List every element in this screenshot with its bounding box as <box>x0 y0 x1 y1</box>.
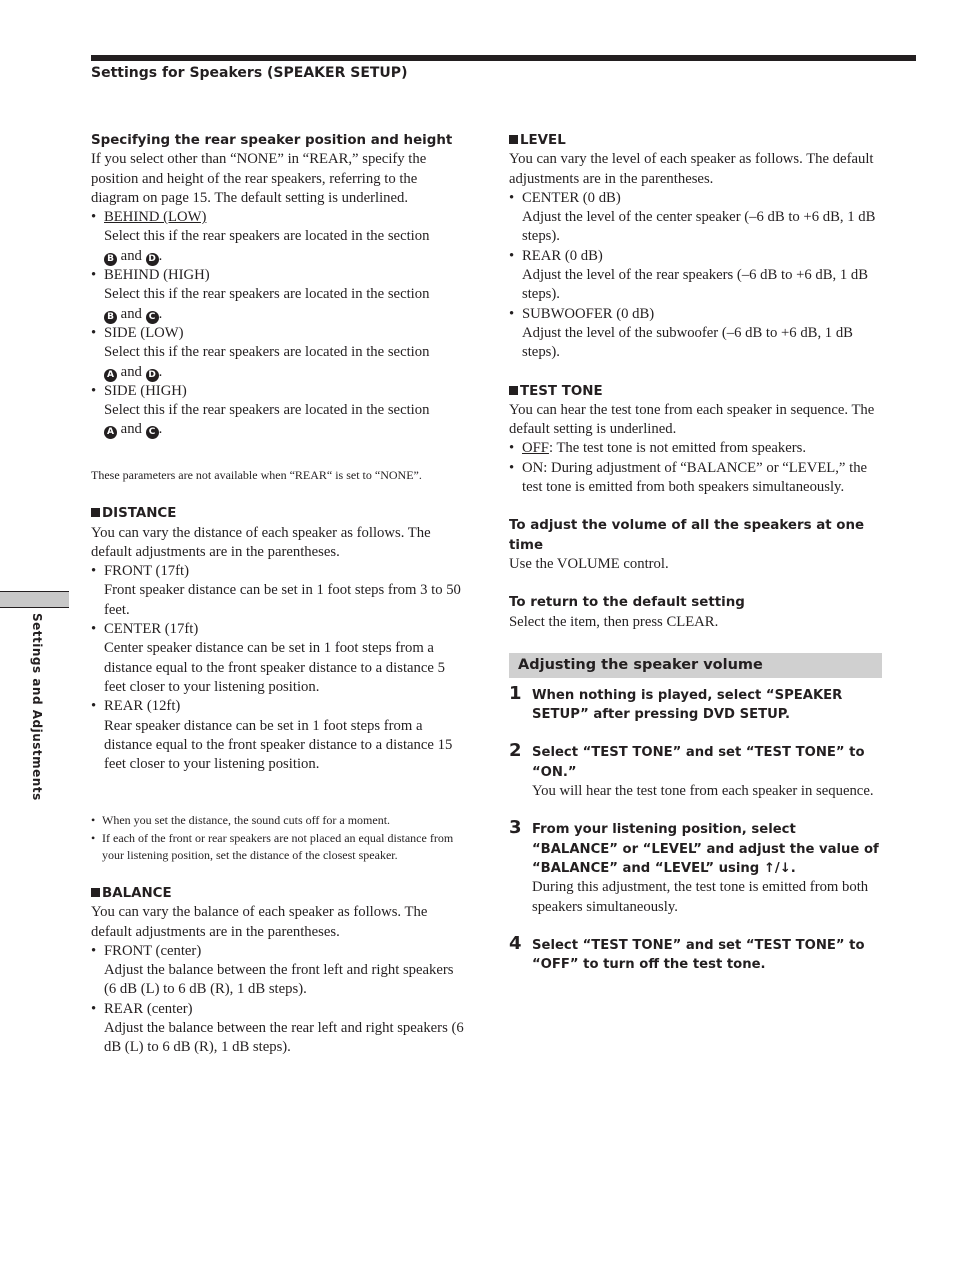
step <box>509 682 882 725</box>
balance-heading: BALANCE <box>91 884 469 903</box>
side-tab <box>0 591 69 608</box>
balance-item-label: • REAR (center) <box>91 1000 469 1019</box>
distance-note: • When you set the distance, the sound cuts off for a moment. <box>91 812 469 830</box>
step-number: 1 <box>509 682 522 704</box>
default-text: Select the item, then press CLEAR. <box>509 613 719 630</box>
step-title: Select “TEST TONE” and set “TEST TONE” to “ON.” <box>532 745 865 780</box>
step <box>509 932 882 975</box>
section-a-marker: A <box>104 426 117 439</box>
rear-option-label: SIDE (LOW) <box>104 324 184 341</box>
distance-item-label: • FRONT (17ft) <box>91 562 469 581</box>
level-item-label: • CENTER (0 dB) <box>509 189 882 208</box>
rear-option <box>91 324 469 343</box>
balance-item-label: • FRONT (center) <box>91 942 469 961</box>
level-item-label: • SUBWOOFER (0 dB) <box>509 305 882 324</box>
page-section-title: Settings for Speakers (SPEAKER SETUP) <box>91 65 408 81</box>
volume-heading: To adjust the volume of all the speakers at one time <box>509 518 865 553</box>
distance-item-desc: Rear speaker distance can be set in 1 foot steps from a distance equal to the front speaker distance to a distance 15 feet closer to your listening position. <box>104 717 453 773</box>
distance-item-label: • CENTER (17ft) <box>91 620 469 639</box>
level-item-desc: Adjust the level of the subwoofer (–6 dB to +6 dB, 1 dB steps). <box>522 324 853 361</box>
rear-option-label: BEHIND (HIGH) <box>104 267 210 284</box>
distance-intro: You can vary the distance of each speaker as follows. The default adjustments are in the parentheses. <box>91 524 431 560</box>
distance-item-desc: Center speaker distance can be set in 1 foot steps from a distance equal to the front speaker distance to a distance 5 feet closer to your listening position. <box>104 640 445 695</box>
rear-note: These parameters are not available when “REAR“ is set to “NONE”. <box>91 467 422 482</box>
section-d-marker: D <box>146 369 159 382</box>
square-bullet-icon <box>91 508 100 517</box>
section-b-marker: B <box>104 311 117 324</box>
rear-option-label: BEHIND (LOW) <box>104 209 207 226</box>
distance-heading: DISTANCE <box>91 504 469 523</box>
rear-option-desc: Select this if the rear speakers are located in the section A and D . <box>104 344 430 380</box>
left-column <box>91 131 469 1058</box>
section-c-marker: C <box>146 311 159 324</box>
step-number: 2 <box>509 740 522 762</box>
header-rule <box>91 55 916 61</box>
right-column <box>509 131 882 974</box>
distance-note: • If each of the front or rear speakers are not placed an equal distance from your listening position, set the distance of the closest speaker. <box>91 830 469 865</box>
test-tone-intro: You can hear the test tone from each speaker in sequence. The default setting is underlined. <box>509 401 875 438</box>
test-tone-on-item: • ON: During adjustment of “BALANCE” or “LEVEL,” the test tone is emitted from both speakers simultaneously. <box>509 459 882 498</box>
section-c-marker: C <box>146 426 159 439</box>
rear-option-desc: Select this if the rear speakers are located in the section B and D . <box>104 228 430 264</box>
test-tone-off-item: • OFF: The test tone is not emitted from speakers. <box>509 439 882 458</box>
rear-option-label: SIDE (HIGH) <box>104 382 187 399</box>
rear-option <box>91 382 469 401</box>
step-title: From your listening position, select “BALANCE” or “LEVEL” and adjust the value of “BALANCE” and “LEVEL” using ↑/↓. <box>532 822 879 876</box>
step <box>509 817 882 916</box>
step <box>509 740 882 801</box>
rear-option <box>91 208 469 227</box>
square-bullet-icon <box>91 888 100 897</box>
level-item-label: • REAR (0 dB) <box>509 247 882 266</box>
side-tab-label: Settings and Adjustments <box>30 613 44 801</box>
step-title: When nothing is played, select “SPEAKER SETUP” after pressing DVD SETUP. <box>532 687 843 723</box>
volume-text: Use the VOLUME control. <box>509 555 669 572</box>
step-text: During this adjustment, the test tone is emitted from both speakers simultaneously. <box>532 879 869 915</box>
rear-position-heading: Specifying the rear speaker position and height <box>91 133 453 148</box>
step-text: You will hear the test tone from each speaker in sequence. <box>532 783 874 800</box>
rear-position-intro: If you select other than “NONE” in “REAR,” specify the position and height of the rear speakers, referring to the diagram on page 15. The default setting is underlined. <box>91 151 427 206</box>
section-d-marker: D <box>146 253 159 266</box>
test-tone-heading: TEST TONE <box>509 382 882 401</box>
square-bullet-icon <box>509 386 518 395</box>
distance-item-desc: Front speaker distance can be set in 1 foot steps from 3 to 50 feet. <box>104 582 461 618</box>
adjust-volume-heading: Adjusting the speaker volume <box>509 653 882 678</box>
step-number: 3 <box>509 817 522 839</box>
default-heading: To return to the default setting <box>509 595 745 611</box>
level-intro: You can vary the level of each speaker as follows. The default adjustments are in the parentheses. <box>509 151 874 187</box>
step-title: Select “TEST TONE” and set “TEST TONE” to “OFF” to turn off the test tone. <box>532 937 865 973</box>
level-item-desc: Adjust the level of the center speaker (–6 dB to +6 dB, 1 dB steps). <box>522 209 876 245</box>
distance-item-label: • REAR (12ft) <box>91 697 469 716</box>
section-b-marker: B <box>104 253 117 266</box>
square-bullet-icon <box>509 135 518 144</box>
balance-item-desc: Adjust the balance between the rear left and right speakers (6 dB (L) to 6 dB (R), 1 dB steps). <box>104 1019 464 1056</box>
balance-intro: You can vary the balance of each speaker as follows. The default adjustments are in the parentheses. <box>91 904 428 940</box>
step-number: 4 <box>509 932 522 954</box>
section-a-marker: A <box>104 369 117 382</box>
rear-option-desc: Select this if the rear speakers are located in the section B and C . <box>104 286 430 322</box>
balance-item-desc: Adjust the balance between the front left and right speakers (6 dB (L) to 6 dB (R), 1 dB steps). <box>104 962 454 998</box>
level-item-desc: Adjust the level of the rear speakers (–6 dB to +6 dB, 1 dB steps). <box>522 267 869 303</box>
rear-option <box>91 266 469 285</box>
rear-option-desc: Select this if the rear speakers are located in the section A and C . <box>104 402 430 438</box>
test-tone-off-label: OFF <box>522 440 549 457</box>
level-heading: LEVEL <box>509 131 882 150</box>
